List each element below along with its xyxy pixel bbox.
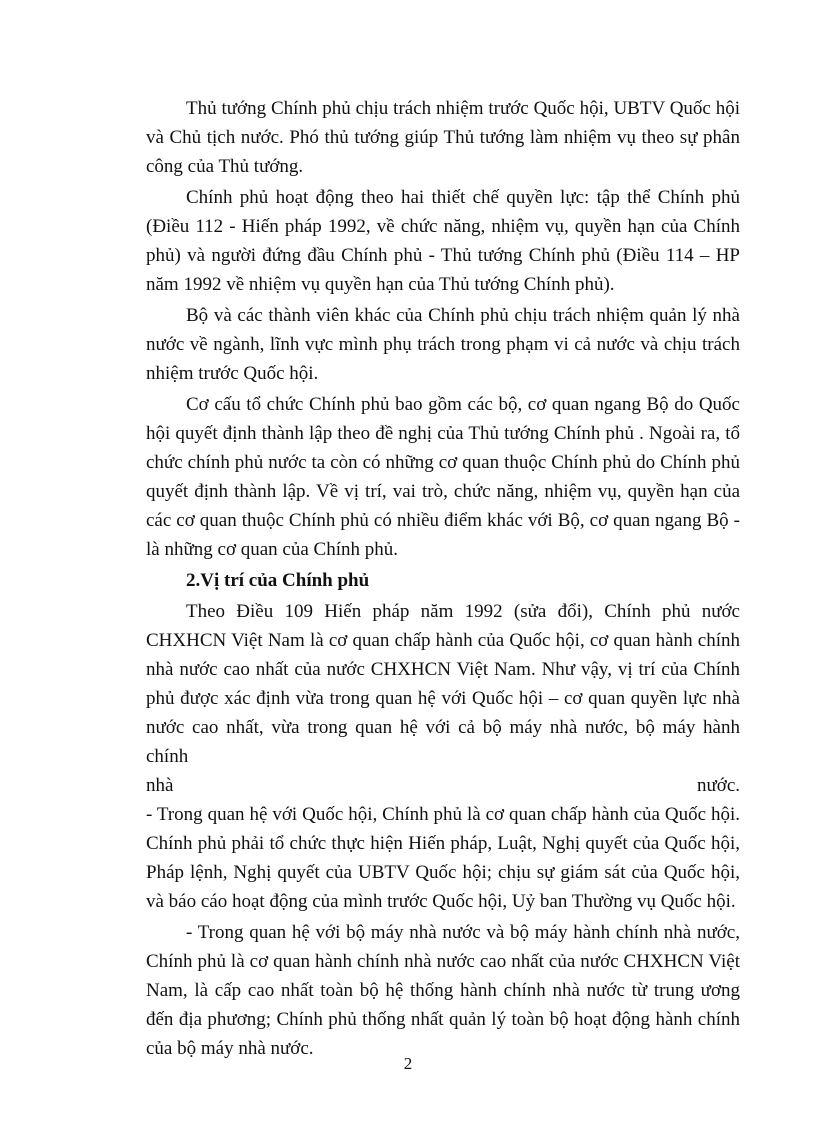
section-heading: 2.Vị trí của Chính phủ	[186, 570, 370, 591]
paragraph-ministries: Bộ và các thành viên khác của Chính phủ chịu trách nhiệm quản lý nhà nước về ngành, lĩnh vực mình phụ trách trong phạm vi cả nước và chịu trách nhiệm trước Quốc hội.	[146, 305, 740, 384]
body-text	[146, 94, 740, 1065]
paragraph-position-tail	[146, 771, 740, 800]
paragraph-position: Theo Điều 109 Hiến pháp năm 1992 (sửa đổi), Chính phủ nước CHXHCN Việt Nam là cơ quan chấp hành của Quốc hội, cơ quan hành chính nhà nước cao nhất của nước CHXHCN Việt Nam. Như vậy, vị trí của Chính phủ được xác định vừa trong quan hệ với Quốc hội – cơ quan quyền lực nhà nước cao nhất, vừa trong quan hệ với cả bộ máy nhà nước, bộ máy hành chính	[146, 601, 740, 767]
paragraph-organization-structure: Cơ cấu tổ chức Chính phủ bao gồm các bộ, cơ quan ngang Bộ do Quốc hội quyết định thành lập theo đề nghị của Thủ tướng Chính phủ . Ngoài ra, tổ chức chính phủ nước ta còn có những cơ quan thuộc Chính phủ do Chính phủ quyết định thành lập. Về vị trí, vai trò, chức năng, nhiệm vụ, quyền hạn của các cơ quan thuộc Chính phủ có nhiều điểm khác với Bộ, cơ quan ngang Bộ - là những cơ quan của Chính phủ.	[146, 394, 740, 560]
paragraph-bullet-state-apparatus: - Trong quan hệ với bộ máy nhà nước và bộ máy hành chính nhà nước, Chính phủ là cơ quan hành chính nhà nước cao nhất của nước CHXHCN Việt Nam, là cấp cao nhất toàn bộ hệ thống hành chính nhà nước từ trung ương đến địa phương; Chính phủ thống nhất quản lý toàn bộ hoạt động hành chính của bộ máy nhà nước.	[146, 922, 740, 1059]
tail-right-word: nước.	[696, 775, 740, 796]
paragraph-power-institutions: Chính phủ hoạt động theo hai thiết chế quyền lực: tập thể Chính phủ (Điều 112 - Hiến pháp 1992, về chức năng, nhiệm vụ, quyền hạn của Chính phủ) và người đứng đầu Chính phủ - Thủ tướng Chính phủ (Điều 114 – HP năm 1992 về nhiệm vụ quyền hạn của Thủ tướng Chính phủ).	[146, 187, 740, 295]
paragraph-bullet-national-assembly: - Trong quan hệ với Quốc hội, Chính phủ là cơ quan chấp hành của Quốc hội. Chính phủ phải tổ chức thực hiện Hiến pháp, Luật, Nghị quyết của Quốc hội, Pháp lệnh, Nghị quyết của UBTV Quốc hội; chịu sự giám sát của Quốc hội, và báo cáo hoạt động của mình trước Quốc hội, Uỷ ban Thường vụ Quốc hội.	[146, 804, 740, 912]
paragraph-prime-minister: Thủ tướng Chính phủ chịu trách nhiệm trước Quốc hội, UBTV Quốc hội và Chủ tịch nước. Phó thủ tướng giúp Thủ tướng làm nhiệm vụ theo sự phân công của Thủ tướng.	[146, 98, 740, 177]
tail-left-word: nhà	[146, 775, 174, 796]
page-number: 2	[403, 1054, 413, 1073]
